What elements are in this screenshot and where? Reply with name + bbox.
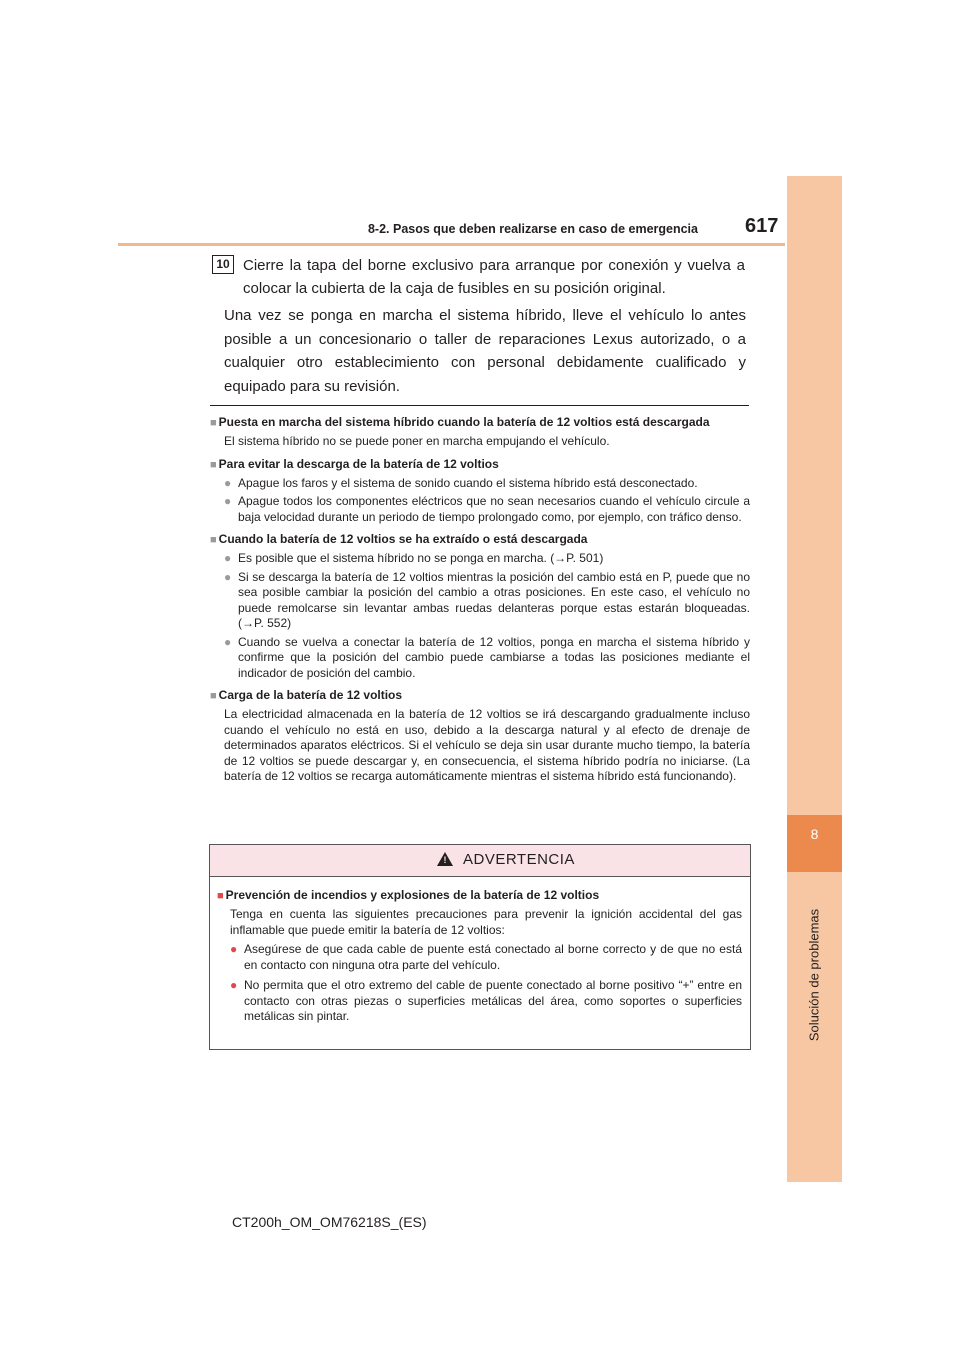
note-bullet: ● Es posible que el sistema híbrido no se ponga en marcha. (→P. 501) [224,551,604,565]
note-title: ■ Cuando la batería de 12 voltios se ha extraído o está descargada [210,532,588,546]
note-text: El sistema híbrido no se puede poner en marcha empujando el vehículo. [224,434,610,448]
circle-bullet-icon: ● [230,942,238,956]
section-separator [210,405,749,406]
circle-bullet-icon: ● [224,569,232,584]
note-bullet: ● Si se descarga la batería de 12 voltios mientras la posición del cambio está en P, puede que no sea posible cambiar la posición del cambio a otras posiciones. En este caso, el vehículo no puede remolcarse sin levantar ambas ruedas delanteras porque estas estarán bloqueadas. (→P. 552) [224,569,750,630]
square-bullet-icon: ■ [210,534,217,546]
note-bullet: ● Apague los faros y el sistema de sonido cuando el sistema híbrido está desconectado. [224,475,698,490]
square-bullet-icon: ■ [210,417,217,429]
square-bullet-icon: ■ [210,458,217,471]
header-rule [118,243,785,246]
circle-bullet-icon: ● [224,634,232,649]
square-bullet-icon: ■ [210,690,217,702]
note-text: La electricidad almacenada en la batería de 12 voltios se irá descargando gradualmente incluso cuando el vehículo no está en uso, debido a la descarga natural y al efecto de drenaje de determinados aparatos eléctricos. Si el vehículo se deja sin usar durante mucho tiempo, la batería de 12 voltios se puede descargar y, en consecuencia, el sistema híbrido podría no iniciarse. (La batería de 12 voltios se recarga automáticamente mientras el sistema híbrido está funcionando). [224,707,750,783]
circle-bullet-icon: ● [224,494,232,508]
section-header: 8-2. Pasos que deben realizarse en caso de emergencia [367,222,698,236]
body-paragraph: Una vez se ponga en marcha el sistema híbrido, lleve el vehículo lo antes posible a un concesionario o taller de reparaciones Lexus autorizado, o a cualquier otro establecimiento con personal debidamente cualificado y equipado para su revisión. [224,307,746,395]
circle-bullet-icon: ● [224,475,232,490]
warning-title: ■ Prevención de incendios y explosiones de la batería de 12 voltios [217,888,600,902]
page-number: 617 [745,215,779,237]
warning-intro: Tenga en cuenta las siguientes precauciones para prevenir la ignición accidental del gas inflamable que puede emitir la batería de 12 voltios: [230,907,742,937]
step-number-badge: 10 [212,255,234,274]
chapter-title: Solución de problemas [806,908,822,1042]
circle-bullet-icon: ● [230,978,238,992]
step-text: Cierre la tapa del borne exclusivo para arranque por conexión y vuelva a colocar la cubierta de la caja de fusibles en su posición original. [243,257,745,297]
chapter-number-box [787,815,842,872]
document-code: CT200h_OM_OM76218S_(ES) [232,1214,427,1230]
notes-section [210,414,750,789]
note-title: ■ Carga de la batería de 12 voltios [210,688,403,702]
warning-body [210,887,750,1030]
warning-box [209,844,751,1050]
note-title: ■ Para evitar la descarga de la batería de 12 voltios [210,456,499,471]
warning-heading: ADVERTENCIA [463,851,575,868]
square-bullet-icon: ■ [217,890,224,902]
circle-bullet-icon: ● [224,551,232,565]
note-title: ■ Puesta en marcha del sistema híbrido cuando la batería de 12 voltios está descargada [210,415,710,429]
exclamation-icon: ! [443,855,447,865]
warning-bullet: ● No permita que el otro extremo del cable de puente conectado al borne positivo “+” entre en contacto con otras piezas o superficies metálicas del área, como soportes o superficies metálicas sin pintar. [230,978,742,1023]
chapter-number: 8 [810,826,819,842]
warning-header [210,845,750,877]
note-bullet: ● Apague todos los componentes eléctricos que no sean necesarios cuando el vehículo circule a baja velocidad durante un periodo de tiempo prolongado como, por ejemplo, con tráfico denso. [224,494,750,524]
note-bullet: ● Cuando se vuelva a conectar la batería de 12 voltios, ponga en marcha el sistema híbrido y confirme que la posición del cambio puede cambiarse a todas las posiciones mediante el indicador de posición del cambio. [224,634,750,680]
warning-bullet: ● Asegúrese de que cada cable de puente está conectado al borne correcto y de que no está en contacto con ninguna otra parte del vehículo. [230,942,742,972]
